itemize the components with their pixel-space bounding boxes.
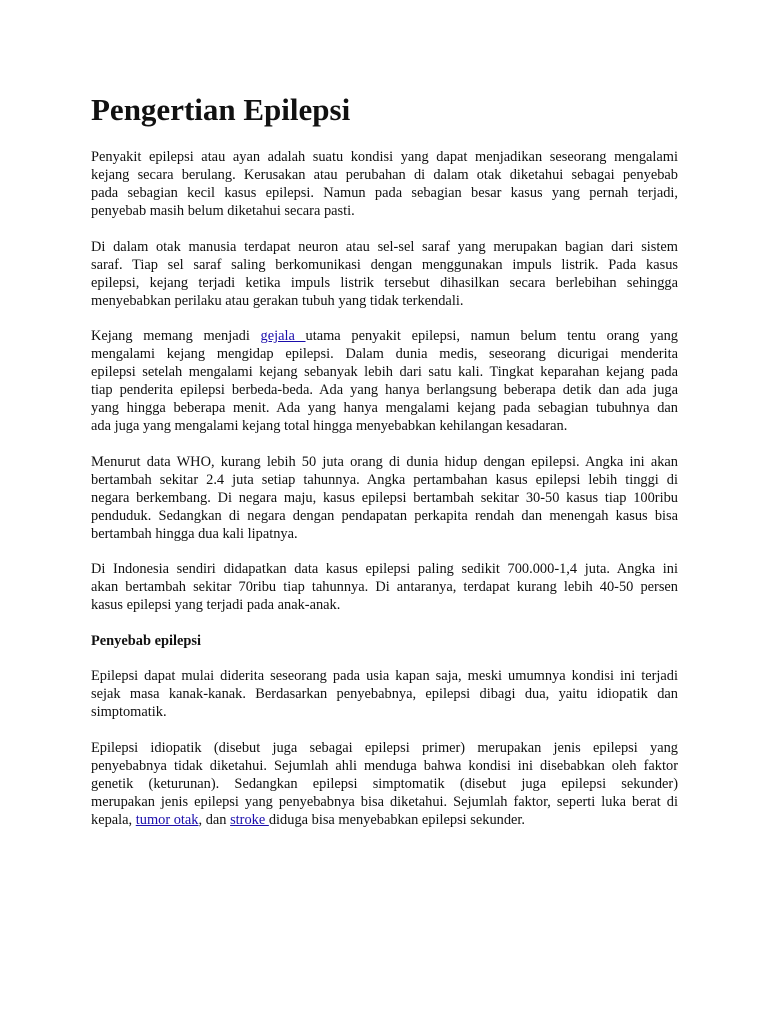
paragraph-line: simptomatik. <box>91 704 167 720</box>
page-title: Pengertian Epilepsi <box>91 92 351 127</box>
paragraph-line: Penyakit epilepsi atau ayan adalah suatu kondisi yang dapat menjadikan seseorang mengalami <box>91 149 678 165</box>
paragraph-line: merupakan jenis epilepsi yang penyebabnya bisa diketahui. Sejumlah faktor, seperti luka berat di <box>91 793 678 810</box>
paragraph-line: penyebabnya tidak diketahui. Sejumlah ahli menduga bahwa kondisi ini disebabkan oleh faktor <box>91 757 678 774</box>
section-heading: Penyebab epilepsi <box>91 632 201 649</box>
text-segment: Kejang memang menjadi <box>91 328 261 344</box>
paragraph-line <box>91 811 678 829</box>
paragraph-line: pada sebagian kecil kasus epilepsi. Namun pada sebagian besar kasus yang pernah terjadi, <box>91 185 678 201</box>
tumor-otak-link[interactable]: tumor otak <box>135 811 199 828</box>
paragraph-line: Epilepsi idiopatik (disebut juga sebagai epilepsi primer) merupakan jenis epilepsi yang <box>91 739 678 756</box>
paragraph-line: akan bertambah sekitar 70ribu tiap tahunnya. Di antaranya, terdapat kurang lebih 40-50 persen <box>91 579 678 595</box>
paragraph-line: saraf. Tiap sel saraf saling berkomunikasi dengan menggunakan impuls listrik. Pada kasus <box>91 256 678 273</box>
paragraph-line: epilepsi setelah mengalami kejang sebanyak lebih dari satu kali. Tingkat keparahan kejang pada <box>91 364 678 380</box>
paragraph-line: mengalami kejang mengidap epilepsi. Dalam dunia medis, seseorang dicurigai menderita <box>91 346 678 362</box>
text-segment: kepala, <box>91 811 136 828</box>
paragraph-line: penduduk. Sedangkan di negara dengan pendapatan perkapita rendah dan menengah kasus bisa <box>91 507 678 524</box>
paragraph-line: yang hingga beberapa menit. Ada yang hanya mengalami kejang pada sebagian tubuhnya dan <box>91 400 678 416</box>
stroke-link[interactable]: stroke <box>230 811 269 828</box>
text-segment: utama penyakit epilepsi, namun belum tentu orang yang <box>305 328 678 344</box>
paragraph-5 <box>91 560 678 614</box>
paragraph-4 <box>91 453 678 543</box>
gejala-link[interactable]: gejala <box>260 328 306 344</box>
paragraph-line: Di dalam otak manusia terdapat neuron atau sel-sel saraf yang merupakan bagian dari sistem <box>91 238 678 255</box>
paragraph-2 <box>91 238 678 310</box>
text-segment: diduga bisa menyebabkan epilepsi sekunder. <box>268 811 526 828</box>
paragraph-line: Menurut data WHO, kurang lebih 50 juta orang di dunia hidup dengan epilepsi. Angka ini akan <box>91 453 678 470</box>
paragraph-line: sejak masa kanak-kanak. Berdasarkan penyebabnya, epilepsi dibagi dua, yaitu idiopatik dan <box>91 686 678 702</box>
paragraph-line <box>91 327 678 345</box>
paragraph-line: bertambah hingga dua kali lipatnya. <box>91 525 298 542</box>
paragraph-line: ada juga yang mengalami kejang total hingga menyebabkan kehilangan kesadaran. <box>91 418 568 434</box>
document-page <box>91 90 678 846</box>
paragraph-7 <box>91 739 678 829</box>
paragraph-3 <box>91 327 678 435</box>
paragraph-line: kasus epilepsi yang terjadi pada anak-anak. <box>91 597 341 613</box>
paragraph-line: menyebabkan perilaku atau gerakan tubuh yang tidak terkendali. <box>91 292 464 309</box>
paragraph-line: bertambah sekitar 2.4 juta setiap tahunnya. Angka pertambahan kasus epilepsi lebih tinggi di <box>91 471 678 488</box>
paragraph-line: Di Indonesia sendiri didapatkan data kasus epilepsi paling sedikit 700.000-1,4 juta. Angka ini <box>91 561 678 577</box>
paragraph-line: Epilepsi dapat mulai diderita seseorang pada usia kapan saja, meski umumnya kondisi ini terjadi <box>91 668 678 684</box>
paragraph-line: penyebab masih belum diketahui secara pasti. <box>91 203 355 219</box>
paragraph-6 <box>91 667 678 721</box>
paragraph-line: tiap penderita epilepsi berbeda-beda. Ada yang hanya berlangsung beberapa detik dan ada juga <box>91 382 678 398</box>
text-segment: , dan <box>198 811 231 828</box>
paragraph-line: negara berkembang. Di negara maju, kasus epilepsi bertambah sekitar 30-50 kasus tiap 100ribu <box>91 489 678 506</box>
paragraph-1 <box>91 148 678 220</box>
paragraph-line: epilepsi, kejang terjadi ketika impuls listrik tersebut dihasilkan secara berlebihan sehingga <box>91 274 678 291</box>
paragraph-line: genetik (keturunan). Sedangkan epilepsi simptomatik (disebut juga epilepsi sekunder) <box>91 775 678 792</box>
paragraph-line: kejang secara berulang. Kerusakan atau perubahan di dalam otak diketahui sebagai penyebab <box>91 167 678 183</box>
